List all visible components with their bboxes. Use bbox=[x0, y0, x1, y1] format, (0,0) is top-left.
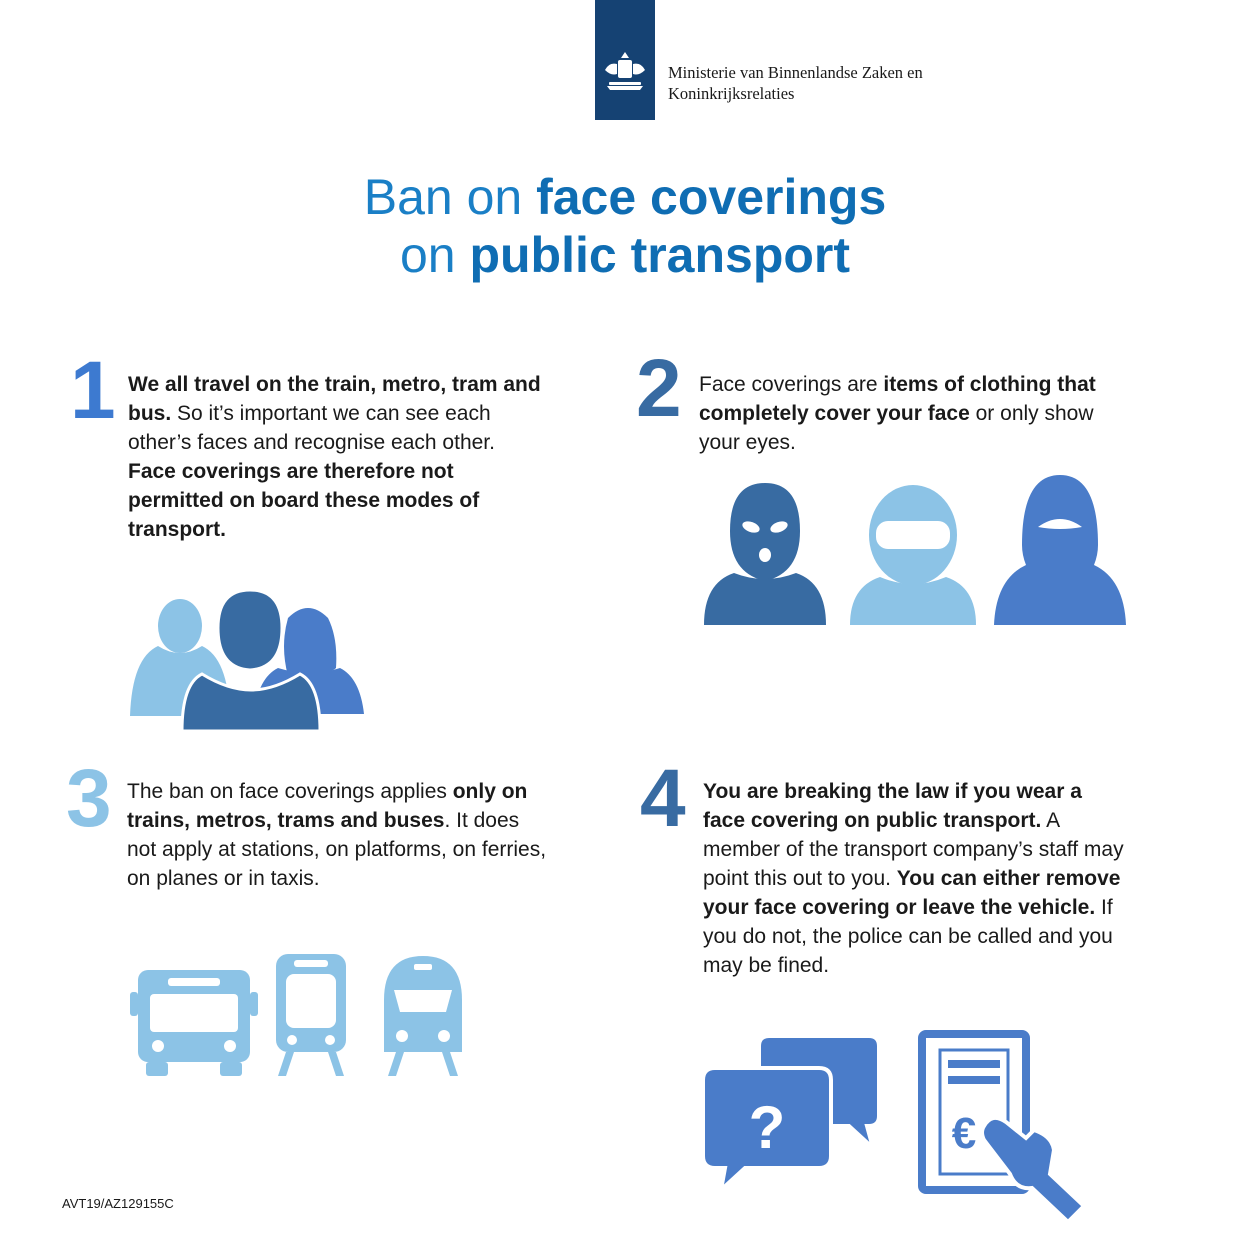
section-4-text: You are breaking the law if you wear a face covering on public transport. A member of the transport company’s staff may point this out to you. You can either remove your face covering or leave the vehicle. If you do not, the police can be called and you may be fined. bbox=[703, 780, 1124, 977]
fine-document-icon bbox=[918, 1030, 1078, 1222]
section-2-number: 2 bbox=[636, 343, 680, 434]
title-line-2: on public transport bbox=[399, 227, 851, 283]
question-mark-glyph: ? bbox=[748, 1094, 786, 1161]
balaclava-icon bbox=[700, 483, 830, 625]
people-group-icon bbox=[128, 588, 368, 733]
ministry-name bbox=[668, 62, 923, 104]
speech-bubbles-icon bbox=[703, 1032, 881, 1190]
niqab-icon bbox=[994, 475, 1126, 625]
train-icon bbox=[380, 956, 466, 1076]
section-2-text: Face coverings are items of clothing that completely cover your face or only show your eyes. bbox=[699, 373, 1096, 454]
title-line-1: Ban on face coverings bbox=[363, 169, 887, 225]
tram-icon bbox=[272, 954, 350, 1076]
section-4-number: 4 bbox=[640, 753, 684, 844]
helmet-icon bbox=[848, 483, 978, 625]
section-3-text: The ban on face coverings applies only on trains, metros, trams and buses. It does not apply at stations, on platforms, on ferries, on planes or in taxis. bbox=[127, 780, 547, 890]
section-1-number: 1 bbox=[70, 345, 114, 436]
euro-glyph: € bbox=[951, 1109, 977, 1158]
page-title bbox=[0, 168, 1250, 284]
government-logo bbox=[595, 0, 655, 120]
section-1-text: We all travel on the train, metro, tram and bus. So it’s important we can see each other’s faces and recognise each other. Face coverings are therefore not permitted on board these modes of transport. bbox=[128, 373, 541, 541]
bus-icon bbox=[128, 970, 260, 1076]
ministry-line-2: Koninkrijksrelaties bbox=[668, 84, 795, 103]
section-3-number: 3 bbox=[66, 753, 110, 844]
reference-code: AVT19/AZ129155C bbox=[62, 1196, 174, 1211]
coat-of-arms-icon bbox=[595, 0, 655, 120]
ministry-line-1: Ministerie van Binnenlandse Zaken en bbox=[668, 63, 923, 82]
